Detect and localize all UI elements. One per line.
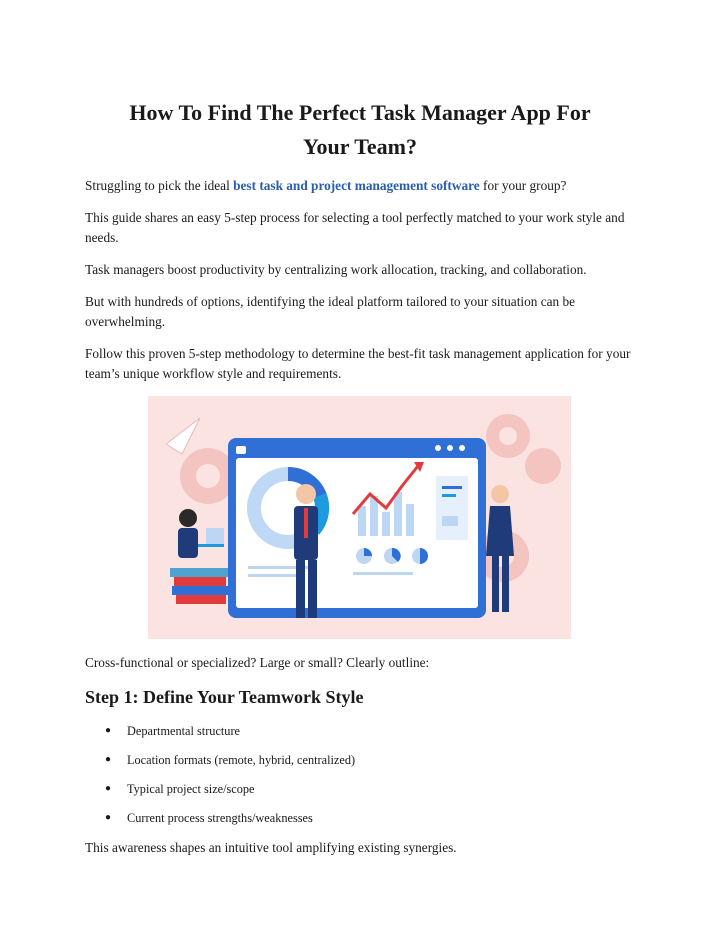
caption-paragraph: Cross-functional or specialized? Large or small? Clearly outline: bbox=[85, 655, 430, 670]
list-item: ● Location formats (remote, hybrid, centralized) bbox=[85, 751, 635, 769]
paragraph-methodology: Follow this proven 5-step methodology to determine the best-fit task management application for your team’s unique workflow style and requirements. bbox=[85, 346, 631, 381]
intro-after-link: for your group? bbox=[479, 178, 567, 193]
paragraph-productivity: Task managers boost productivity by centralizing work allocation, tracking, and collaboration. bbox=[85, 262, 587, 277]
software-link[interactable]: best task and project management software bbox=[233, 178, 480, 193]
list-item: ● Current process strengths/weaknesses bbox=[85, 809, 635, 827]
intro-before-link: Struggling to pick the ideal bbox=[85, 178, 234, 193]
hero-illustration bbox=[148, 396, 571, 639]
list-item: ● Departmental structure bbox=[85, 722, 635, 740]
article-title: How To Find The Perfect Task Manager App For Your Team? bbox=[129, 100, 591, 159]
intro-paragraph bbox=[85, 176, 635, 196]
list-item: ● Typical project size/scope bbox=[85, 780, 635, 798]
step1-heading: Step 1: Define Your Teamwork Style bbox=[85, 687, 364, 707]
paragraph-options: But with hundreds of options, identifying the ideal platform tailored to your situation can be overwhelming. bbox=[85, 294, 576, 329]
step1-closing: This awareness shapes an intuitive tool amplifying existing synergies. bbox=[85, 840, 457, 855]
step1-bullet-list bbox=[85, 722, 635, 827]
paragraph-guide: This guide shares an easy 5-step process for selecting a tool perfectly matched to your work style and needs. bbox=[85, 210, 625, 245]
